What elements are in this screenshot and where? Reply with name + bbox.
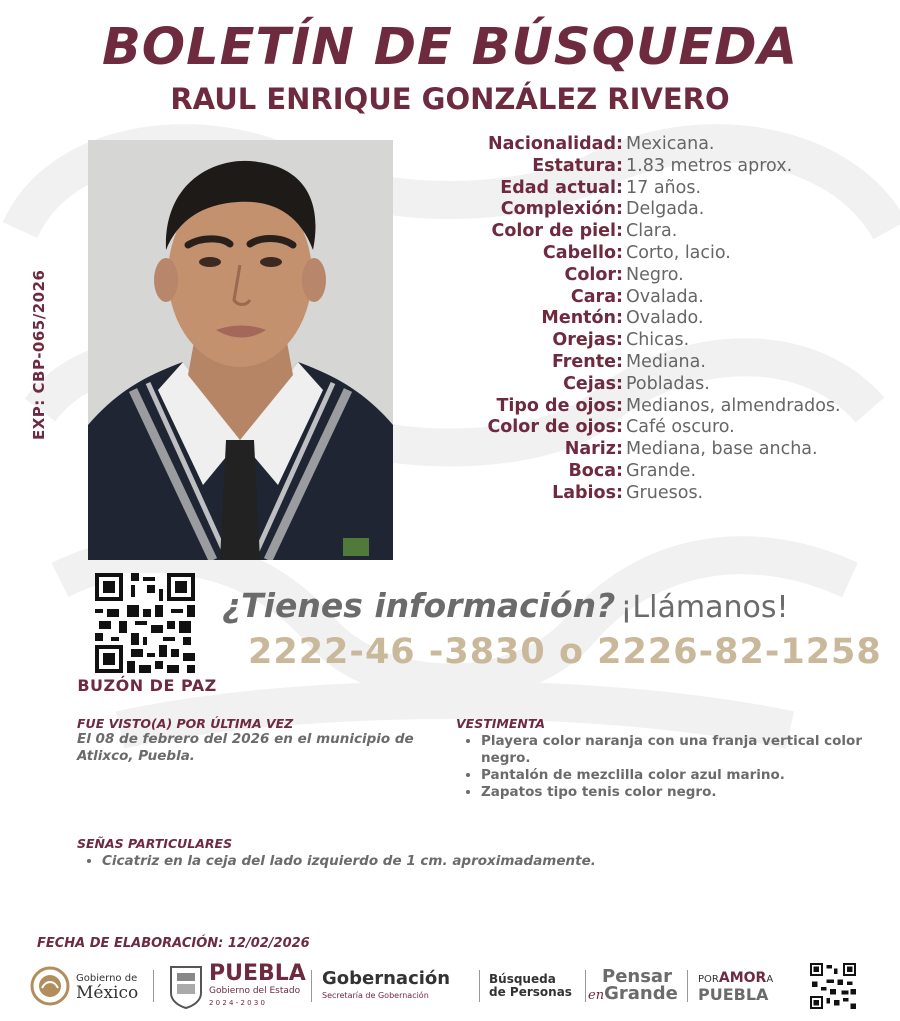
attr-row: Color de piel: Clara. [491, 221, 678, 242]
clothing-section [456, 716, 876, 801]
physical-description [410, 134, 890, 505]
logo-gobernacion: Gobernación Secretaría de Gobernación [322, 967, 451, 1000]
divider [311, 970, 312, 1002]
logo-gobierno-mexico: Gobierno de México [30, 958, 138, 1013]
divider [153, 970, 154, 1002]
distinguishing-marks-section [77, 836, 877, 870]
footer-qr-code-icon[interactable] [810, 963, 856, 1009]
list-item: • Zapatos tipo tenis color negro. [481, 784, 876, 801]
attr-row: Color de ojos: Café oscuro. [487, 417, 735, 438]
attr-row: Edad actual: 17 años. [500, 177, 702, 198]
divider [687, 970, 688, 1002]
attr-row: Mentón: Ovalado. [541, 308, 704, 329]
phone-numbers[interactable]: 2222-46 -3830 o 2226-82-1258 [248, 632, 882, 672]
missing-person-photo [88, 140, 393, 560]
divider [585, 970, 586, 1002]
buzon-de-paz-label: BUZÓN DE PAZ [77, 676, 217, 695]
logo-pensar-en-grande: Pensar enGrande [588, 965, 678, 1004]
list-item: • Playera color naranja con una franja vertical color negro. [481, 733, 876, 767]
marks-heading: SEÑAS PARTICULARES [77, 836, 233, 851]
qr-code-icon[interactable] [95, 573, 195, 673]
attr-row: Nacionalidad: Mexicana. [488, 134, 715, 154]
attr-row: Color: Negro. [564, 264, 684, 285]
marks-list [77, 853, 877, 870]
attr-row: Nariz: Mediana, base ancha. [564, 439, 818, 460]
last-seen-section [77, 716, 437, 765]
logo-busqueda-personas: Búsqueda de Personas [489, 971, 572, 999]
call-us-text: ¡Llámanos! [620, 590, 789, 625]
bulletin-title: BOLETÍN DE BÚSQUEDA [101, 18, 799, 77]
attr-row: Tipo de ojos: Medianos, almendrados. [496, 395, 841, 416]
divider [479, 970, 480, 1002]
clothing-heading: VESTIMENTA [456, 716, 546, 731]
attr-row: Labios: Gruesos. [552, 482, 704, 503]
missing-person-name: RAUL ENRIQUE GONZÁLEZ RIVERO [170, 82, 730, 116]
last-seen-text: El 08 de febrero del 2026 en el municipio de Atlixco, Puebla. [77, 731, 414, 764]
attr-row: Orejas: Chicas. [552, 330, 690, 351]
info-question: ¿Tienes información? [222, 586, 616, 625]
attr-row: Cejas: Pobladas. [563, 373, 710, 394]
attr-row: Cara: Ovalada. [570, 286, 704, 307]
last-seen-heading: FUE VISTO(A) POR ÚLTIMA VEZ [77, 716, 294, 731]
call-to-action [222, 586, 882, 625]
list-item: • Cicatriz en la ceja del lado izquierdo de 1 cm. aproximadamente. [102, 853, 877, 870]
eagle-seal-icon [30, 966, 70, 1006]
list-item: • Pantalón de mezclilla color azul marino. [481, 767, 876, 784]
footer-logos [30, 958, 870, 1013]
attr-row: Frente: Mediana. [551, 351, 706, 372]
attr-row: Cabello: Corto, lacio. [542, 242, 731, 263]
case-number: EXP: CBP-065/2026 [30, 269, 48, 440]
creation-date: FECHA DE ELABORACIÓN: 12/02/2026 [37, 936, 310, 951]
logo-puebla: PUEBLA Gobierno del Estado 2 0 2 4 - 2 0 3 0 [168, 958, 306, 1013]
logo-por-amor-a-puebla: PORAMORA PUEBLA [698, 970, 774, 1004]
attr-row: Estatura: 1.83 metros aprox. [532, 155, 793, 176]
attr-row: Boca: Grande. [568, 460, 697, 481]
attr-row: Complexión: Delgada. [500, 199, 705, 220]
puebla-shield-icon [168, 963, 204, 1009]
clothing-list [456, 733, 876, 801]
